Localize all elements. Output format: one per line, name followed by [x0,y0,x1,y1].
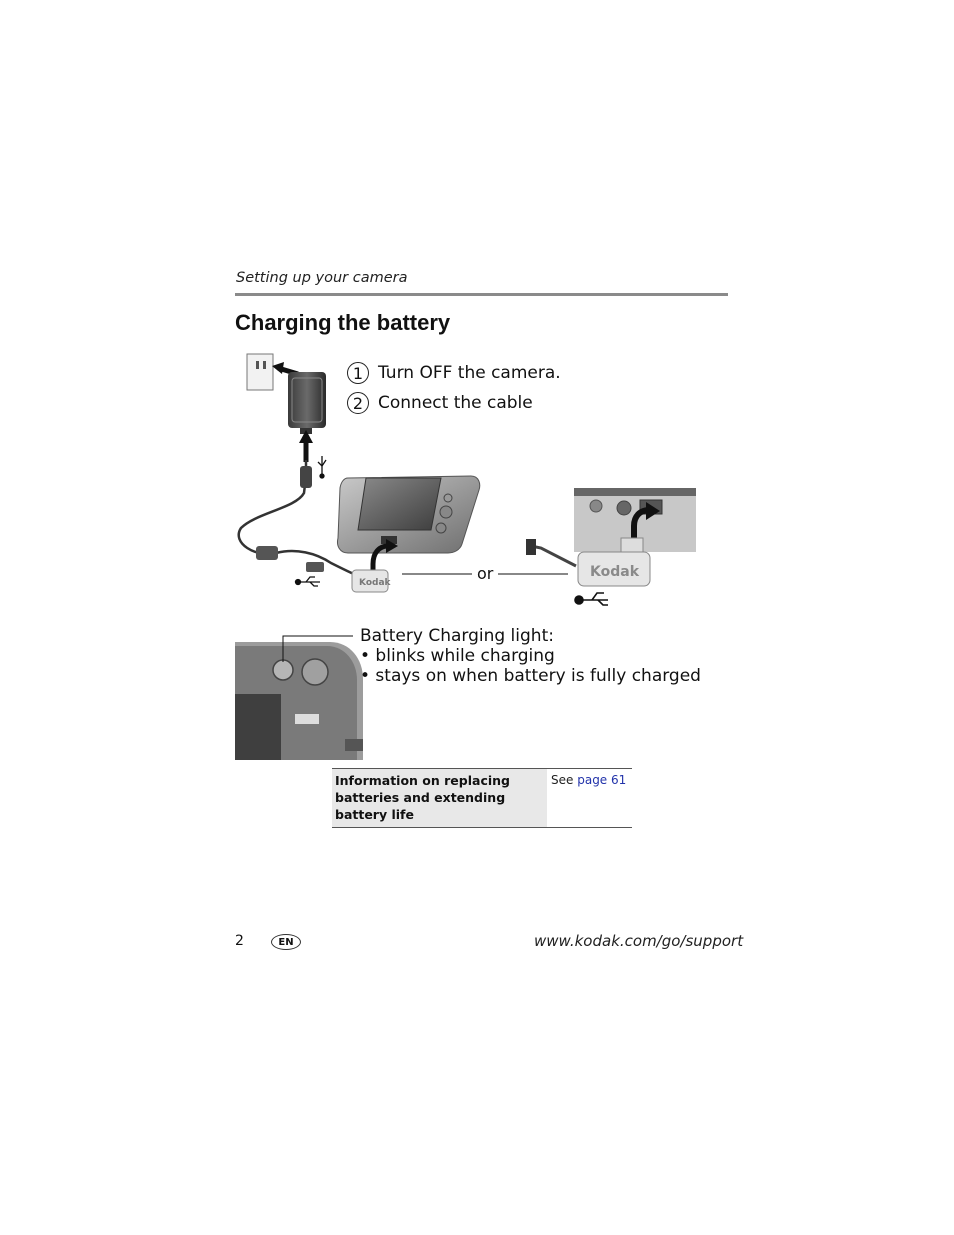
info-table [332,768,632,828]
or-label: or [477,564,494,583]
usb-icon [575,593,608,605]
charging-light-bullet: • stays on when battery is fully charged [360,666,701,686]
support-url[interactable]: www.kodak.com/go/support [534,932,744,950]
wall-outlet-icon [247,354,273,390]
info-label: Information on replacing batteries and extending battery life [332,769,547,827]
power-adapter-icon [288,372,326,434]
charging-light-title: Battery Charging light: [360,626,554,646]
language-badge: EN [271,934,301,950]
charging-light-icon [273,660,293,680]
plug-brand-label: Kodak [590,564,639,580]
usb-plug-icon [352,570,392,592]
step-text: Turn OFF the camera. [378,363,561,383]
charging-light-description [360,626,701,686]
header-rule [235,293,728,296]
see-text: See [551,773,574,787]
charging-light-bullet: • blinks while charging [360,646,555,666]
page-link[interactable]: page 61 [577,773,627,787]
step-text: Connect the cable [378,393,533,413]
usb-icon [318,456,326,478]
step-number-badge: 2 [347,392,369,414]
charging-light-illustration [235,614,370,760]
camera-icon [337,476,479,553]
info-reference [547,769,630,827]
plug-brand-label: Kodak [359,578,391,588]
section-title: Setting up your camera [236,270,408,286]
page-number: 2 [235,933,244,949]
usb-icon [296,577,321,586]
page-title: Charging the battery [235,310,451,335]
step-2 [347,392,533,414]
step-1 [347,362,561,384]
step-number-badge: 1 [347,362,369,384]
